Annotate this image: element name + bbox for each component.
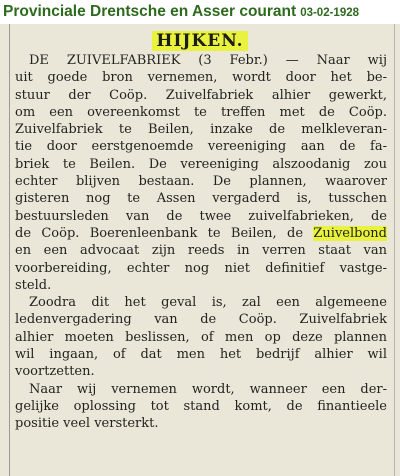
article-line: bestuursleden van de twee zuivelfabrieken, de	[15, 208, 387, 224]
headline-container	[0, 31, 400, 51]
article-line: voorbereiding, echter nog niet definitief vastge-	[15, 260, 387, 276]
column-rule-left	[9, 24, 10, 476]
article-line: steld.	[15, 277, 52, 293]
article-line: ledenvergadering van de Coöp. Zuivelfabriek	[15, 312, 387, 328]
article-line: Naar wij vernemen wordt, wanneer een der-	[29, 381, 387, 397]
article-line: uit goede bron vernemen, wordt door het be-	[15, 70, 387, 86]
article-line: voortzetten.	[15, 364, 95, 380]
article-line: om een overeenkomst te treffen met de Coöp.	[15, 104, 387, 120]
article-line: positie veel versterkt.	[15, 416, 159, 432]
article-headline: HIJKEN.	[152, 31, 247, 51]
newspaper-header	[0, 0, 400, 24]
article-line: echter blijven bestaan. De plannen, waarover	[15, 174, 387, 190]
article-line: alhier moeten beslissen, of men op deze plannen	[15, 329, 387, 345]
article-line: briek te Beilen. De vereeniging alszoodanig zou	[15, 156, 387, 172]
article-line: gisteren nog te Assen vergaderd is, tusschen	[15, 191, 387, 207]
article-line: en een advocaat zijn reeds in verren staat van	[15, 243, 387, 259]
newspaper-clipping	[0, 24, 400, 476]
newspaper-title: Provinciale Drentsche en Asser courant	[3, 3, 297, 20]
column-rule-right	[394, 24, 395, 476]
article-body	[15, 52, 387, 433]
highlighted-search-term: Zuivelbond	[313, 225, 387, 241]
article-line: tie door eerstgenoemde vereeniging aan de fa-	[15, 139, 387, 155]
article-line: DE ZUIVELFABRIEK (3 Febr.) — Naar wij	[29, 53, 387, 68]
publication-date: 03-02-1928	[300, 7, 360, 19]
article-line: stuur der Coöp. Zuivelfabriek alhier gewerkt,	[15, 87, 387, 103]
article-line: gelijke oplossing tot stand komt, de finantieele	[15, 398, 387, 414]
article-line: Zoodra dit het geval is, zal een algemeene	[29, 295, 387, 311]
article-line-text: de Coöp. Boerenleenbank te Beilen, de	[15, 225, 314, 241]
article-line-with-highlight	[15, 225, 387, 242]
article-line: wil ingaan, of dat men het bedrijf alhier wil	[15, 347, 387, 363]
article-line: Zuivelfabriek te Beilen, inzake de melkleveran-	[15, 122, 387, 138]
